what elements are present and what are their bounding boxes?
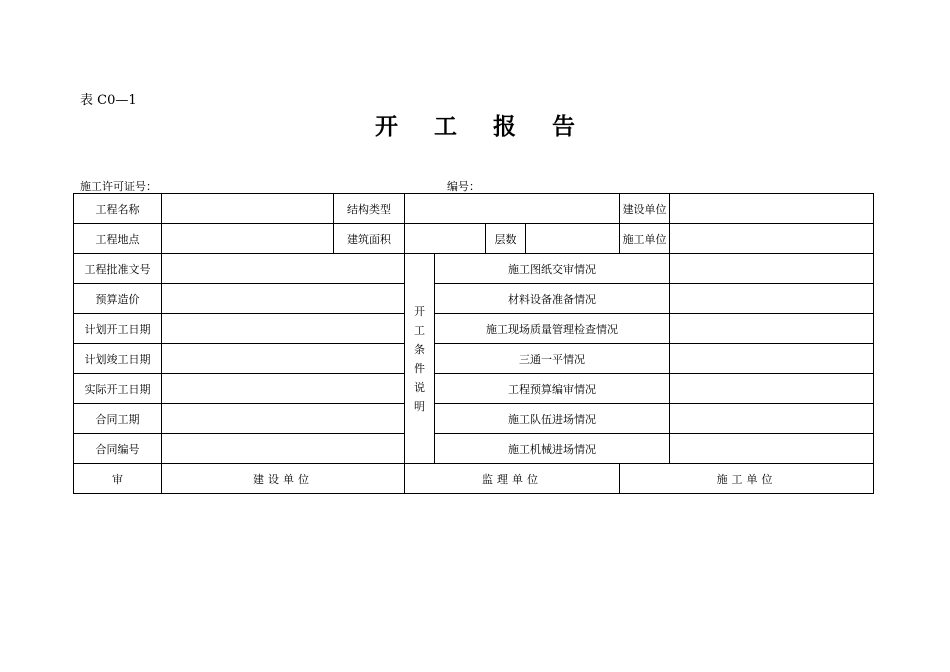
condition-label: 三通一平情况 xyxy=(435,344,670,374)
budget-value[interactable] xyxy=(162,284,405,314)
building-area-value[interactable] xyxy=(405,224,486,254)
condition-label: 工程预算编审情况 xyxy=(435,374,670,404)
condition-value[interactable] xyxy=(670,434,874,464)
builder-unit-value[interactable] xyxy=(670,224,874,254)
floors-value[interactable] xyxy=(526,224,620,254)
condition-value[interactable] xyxy=(670,404,874,434)
table-row xyxy=(74,434,874,464)
table-row xyxy=(74,254,874,284)
contract-period-value[interactable] xyxy=(162,404,405,434)
contract-period-label: 合同工期 xyxy=(74,404,162,434)
planned-start-label: 计划开工日期 xyxy=(74,314,162,344)
approval-doc-label: 工程批准文号 xyxy=(74,254,162,284)
project-location-label: 工程地点 xyxy=(74,224,162,254)
project-name-value[interactable] xyxy=(162,194,334,224)
permit-number-label: 施工许可证号： xyxy=(80,180,157,193)
floors-label: 层数 xyxy=(486,224,526,254)
condition-value[interactable] xyxy=(670,314,874,344)
structure-type-value[interactable] xyxy=(405,194,620,224)
table-row xyxy=(74,464,874,494)
table-row xyxy=(74,194,874,224)
condition-label: 施工现场质量管理检查情况 xyxy=(435,314,670,344)
approval-doc-value[interactable] xyxy=(162,254,405,284)
contract-number-label: 合同编号 xyxy=(74,434,162,464)
building-area-label: 建筑面积 xyxy=(334,224,405,254)
planned-start-value[interactable] xyxy=(162,314,405,344)
review-label: 审 xyxy=(74,464,162,494)
budget-label: 预算造价 xyxy=(74,284,162,314)
condition-label: 施工机械进场情况 xyxy=(435,434,670,464)
page-title: 开 工 报 告 xyxy=(374,113,590,140)
sign-supervision-unit[interactable]: 监理单位 xyxy=(405,464,620,494)
start-conditions-label: 开 工 条 件 说 明 xyxy=(405,254,435,464)
sign-construction-unit[interactable]: 建设单位 xyxy=(162,464,405,494)
condition-label: 施工图纸交审情况 xyxy=(435,254,670,284)
contract-number-value[interactable] xyxy=(162,434,405,464)
condition-value[interactable] xyxy=(670,284,874,314)
table-row xyxy=(74,344,874,374)
table-row xyxy=(74,374,874,404)
table-row xyxy=(74,404,874,434)
planned-finish-value[interactable] xyxy=(162,344,405,374)
form-code: 表 C0—1 xyxy=(80,93,137,108)
construction-unit-value[interactable] xyxy=(670,194,874,224)
project-location-value[interactable] xyxy=(162,224,334,254)
condition-value[interactable] xyxy=(670,374,874,404)
report-number-label: 编号： xyxy=(447,180,480,193)
condition-label: 材料设备准备情况 xyxy=(435,284,670,314)
actual-start-label: 实际开工日期 xyxy=(74,374,162,404)
table-row xyxy=(74,224,874,254)
builder-unit-label: 施工单位 xyxy=(620,224,670,254)
structure-type-label: 结构类型 xyxy=(334,194,405,224)
condition-value[interactable] xyxy=(670,254,874,284)
actual-start-value[interactable] xyxy=(162,374,405,404)
sign-builder-unit[interactable]: 施工单位 xyxy=(620,464,874,494)
condition-value[interactable] xyxy=(670,344,874,374)
start-report-table xyxy=(73,193,874,494)
table-row xyxy=(74,284,874,314)
table-row xyxy=(74,314,874,344)
construction-unit-label: 建设单位 xyxy=(620,194,670,224)
project-name-label: 工程名称 xyxy=(74,194,162,224)
planned-finish-label: 计划竣工日期 xyxy=(74,344,162,374)
condition-label: 施工队伍进场情况 xyxy=(435,404,670,434)
